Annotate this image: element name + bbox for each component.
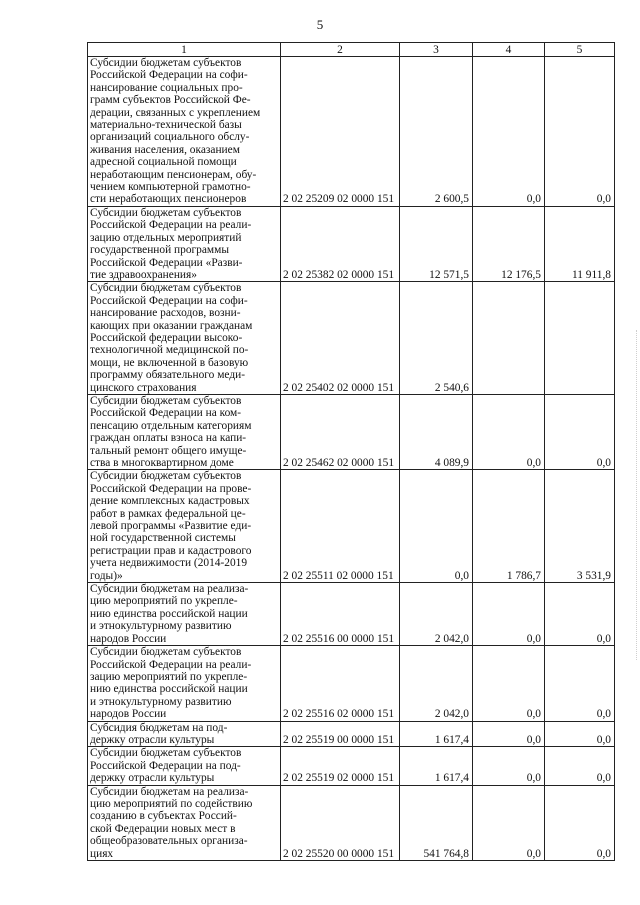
amount-col4-cell: 1 786,7 [473, 470, 545, 583]
amount-col3-cell: 1 617,4 [400, 721, 473, 747]
amount-col5-cell: 0,0 [545, 646, 615, 721]
revenue-name-line: годы)» [90, 569, 123, 582]
revenue-name-line: левой программы «Развитие еди- [90, 520, 252, 533]
budget-code-cell: 2 02 25519 02 0000 151 [281, 747, 400, 785]
revenue-name-line: Российской Федерации на реали- [90, 219, 252, 232]
revenue-name-line: нансирование расходов, возни- [90, 307, 241, 320]
budget-code-cell: 2 02 25511 02 0000 151 [281, 470, 400, 583]
table-row [88, 583, 615, 646]
table-row [88, 206, 615, 281]
amount-col4-cell: 0,0 [473, 57, 545, 207]
revenue-name-line: организаций социального обслу- [90, 131, 250, 144]
amount-col3-cell: 4 089,9 [400, 394, 473, 469]
revenue-name-line: народов России [90, 708, 167, 721]
revenue-name-line: неработающим пенсионерам, обу- [90, 168, 257, 181]
revenue-name-line: и этнокультурному развитию [90, 620, 232, 633]
column-header-5: 5 [545, 43, 615, 57]
revenue-name-cell [88, 583, 281, 646]
budget-code-cell: 2 02 25382 02 0000 151 [281, 206, 400, 281]
revenue-name-line: нансирование социальных про- [90, 81, 243, 94]
amount-col4-cell: 12 176,5 [473, 206, 545, 281]
revenue-name-line: зацию мероприятий по укрепле- [90, 670, 248, 683]
revenue-name-line: Субсидии бюджетам на реализа- [90, 785, 249, 798]
amount-col5-cell: 0,0 [545, 583, 615, 646]
column-header-2: 2 [281, 43, 400, 57]
revenue-name-line: государственной программы [90, 244, 230, 257]
revenue-name-cell [88, 282, 281, 395]
amount-col5-cell: 0,0 [545, 57, 615, 207]
revenue-name-line: технологичной медицинской по- [90, 344, 249, 357]
revenue-name-line: Субсидии бюджетам субъектов [90, 282, 242, 295]
revenue-name-line: ной государственной системы [90, 532, 236, 545]
revenue-name-line: общеобразовательных организа- [90, 835, 248, 848]
revenue-name-line: нию единства российской нации [90, 683, 248, 696]
revenue-name-line: созданию в субъектах Россий- [90, 810, 237, 823]
revenue-name-line: программу обязательного меди- [90, 369, 246, 382]
revenue-name-line: Российской Федерации на ком- [90, 407, 242, 420]
revenue-name-line: держку отрасли культуры [90, 733, 215, 746]
budget-code-cell: 2 02 25520 00 0000 151 [281, 785, 400, 860]
revenue-name-line: регистрации прав и кадастрового [90, 544, 252, 557]
budget-code-cell: 2 02 25519 00 0000 151 [281, 721, 400, 747]
revenue-name-line: чением компьютерной грамотно- [90, 181, 251, 194]
table-row [88, 470, 615, 583]
revenue-name-line: Российской Федерации на реали- [90, 658, 252, 671]
revenue-name-line: грамм субъектов Российской Фе- [90, 94, 251, 107]
revenue-name-line: материально-технической базы [90, 119, 242, 132]
amount-col3-cell: 2 042,0 [400, 583, 473, 646]
revenue-name-line: ской Федерации новых мест в [90, 822, 236, 835]
revenue-name-line: держку отрасли культуры [90, 772, 215, 785]
table-row [88, 721, 615, 747]
revenue-name-line: Субсидии бюджетам субъектов [90, 394, 242, 407]
revenue-name-line: дение комплексных кадастровых [90, 495, 250, 508]
page-number: 5 [316, 17, 324, 32]
revenue-name-line: Российской Федерации «Разви- [90, 256, 243, 269]
revenue-name-line: Субсидии бюджетам субъектов [90, 57, 242, 69]
amount-col3-cell: 2 042,0 [400, 646, 473, 721]
revenue-name-cell [88, 394, 281, 469]
revenue-name-line: живания населения, оказанием [90, 143, 240, 156]
revenue-name-line: сти неработающих пенсионеров [90, 193, 247, 206]
revenue-name-cell [88, 747, 281, 785]
amount-col4-cell: 0,0 [473, 394, 545, 469]
amount-col5-cell: 0,0 [545, 721, 615, 747]
amount-col4-cell: 0,0 [473, 747, 545, 785]
amount-col3-cell: 541 764,8 [400, 785, 473, 860]
revenue-name-line: Субсидии бюджетам субъектов [90, 470, 242, 483]
table-body [88, 57, 615, 861]
revenue-name-line: Российской Федерации на софи- [90, 69, 248, 82]
revenue-name-cell [88, 785, 281, 860]
table-row [88, 747, 615, 785]
amount-col4-cell: 0,0 [473, 721, 545, 747]
table-row [88, 394, 615, 469]
revenue-name-line: кающих при оказании гражданам [90, 319, 253, 332]
revenue-name-line: циях [90, 847, 114, 860]
revenue-name-line: цию мероприятий по содействию [90, 797, 253, 810]
budget-code-cell: 2 02 25516 00 0000 151 [281, 583, 400, 646]
amount-col5-cell: 0,0 [545, 747, 615, 785]
amount-col4-cell: 0,0 [473, 583, 545, 646]
revenue-name-line: Российской федерации высоко- [90, 331, 243, 344]
revenue-name-line: Российской Федерации на прове- [90, 482, 252, 495]
amount-col4-cell: 0,0 [473, 646, 545, 721]
revenue-name-line: нию единства российской нации [90, 607, 248, 620]
revenue-name-line: Субсидии бюджетам субъектов [90, 646, 242, 659]
revenue-name-cell [88, 470, 281, 583]
revenue-name-line: тие здравоохранения» [90, 268, 197, 281]
revenue-name-line: и этнокультурному развитию [90, 695, 232, 708]
table-header-row [88, 43, 615, 57]
revenue-name-line: народов России [90, 632, 167, 645]
budget-revenue-table [87, 42, 615, 861]
revenue-name-line: Субсидии бюджетам на реализа- [90, 583, 249, 596]
revenue-name-line: учета недвижимости (2014-2019 [90, 557, 248, 570]
column-header-4: 4 [473, 43, 545, 57]
amount-col4-cell [473, 282, 545, 395]
revenue-name-line: Субсидия бюджетам на под- [90, 721, 228, 734]
scan-edge-marks [632, 330, 637, 660]
amount-col5-cell: 0,0 [545, 394, 615, 469]
amount-col5-cell: 11 911,8 [545, 206, 615, 281]
revenue-name-line: Российской Федерации на под- [90, 759, 241, 772]
amount-col3-cell: 12 571,5 [400, 206, 473, 281]
budget-code-cell: 2 02 25462 02 0000 151 [281, 394, 400, 469]
amount-col5-cell [545, 282, 615, 395]
table-row [88, 646, 615, 721]
revenue-name-line: адресной социальной помощи [90, 156, 237, 169]
column-header-3: 3 [400, 43, 473, 57]
amount-col5-cell: 3 531,9 [545, 470, 615, 583]
revenue-name-line: Субсидии бюджетам субъектов [90, 206, 242, 219]
table-row [88, 57, 615, 207]
revenue-name-cell [88, 646, 281, 721]
revenue-name-line: работ в рамках федеральной це- [90, 507, 246, 520]
amount-col3-cell: 2 540,6 [400, 282, 473, 395]
revenue-name-line: Российской Федерации на софи- [90, 294, 248, 307]
revenue-name-line: Субсидии бюджетам субъектов [90, 747, 242, 760]
revenue-name-line: мощи, не включенной в базовую [90, 356, 249, 369]
table-row [88, 785, 615, 860]
revenue-name-line: пенсацию отдельным категориям [90, 419, 252, 432]
column-header-1: 1 [88, 43, 281, 57]
revenue-name-line: ства в многоквартирном доме [90, 457, 234, 469]
budget-code-cell: 2 02 25516 02 0000 151 [281, 646, 400, 721]
revenue-name-cell [88, 721, 281, 747]
revenue-name-cell [88, 57, 281, 207]
budget-code-cell: 2 02 25402 02 0000 151 [281, 282, 400, 395]
revenue-name-line: зацию отдельных мероприятий [90, 231, 242, 244]
amount-col4-cell: 0,0 [473, 785, 545, 860]
budget-code-cell: 2 02 25209 02 0000 151 [281, 57, 400, 207]
revenue-name-line: цинского страхования [90, 381, 197, 394]
revenue-name-cell [88, 206, 281, 281]
amount-col5-cell: 0,0 [545, 785, 615, 860]
revenue-name-line: тальный ремонт общего имуще- [90, 444, 247, 457]
revenue-name-line: цию мероприятий по укрепле- [90, 595, 238, 608]
revenue-name-line: граждан оплаты взноса на капи- [90, 432, 247, 445]
amount-col3-cell: 2 600,5 [400, 57, 473, 207]
table-row [88, 282, 615, 395]
amount-col3-cell: 1 617,4 [400, 747, 473, 785]
revenue-name-line: дерации, связанных с укреплением [90, 106, 261, 119]
amount-col3-cell: 0,0 [400, 470, 473, 583]
